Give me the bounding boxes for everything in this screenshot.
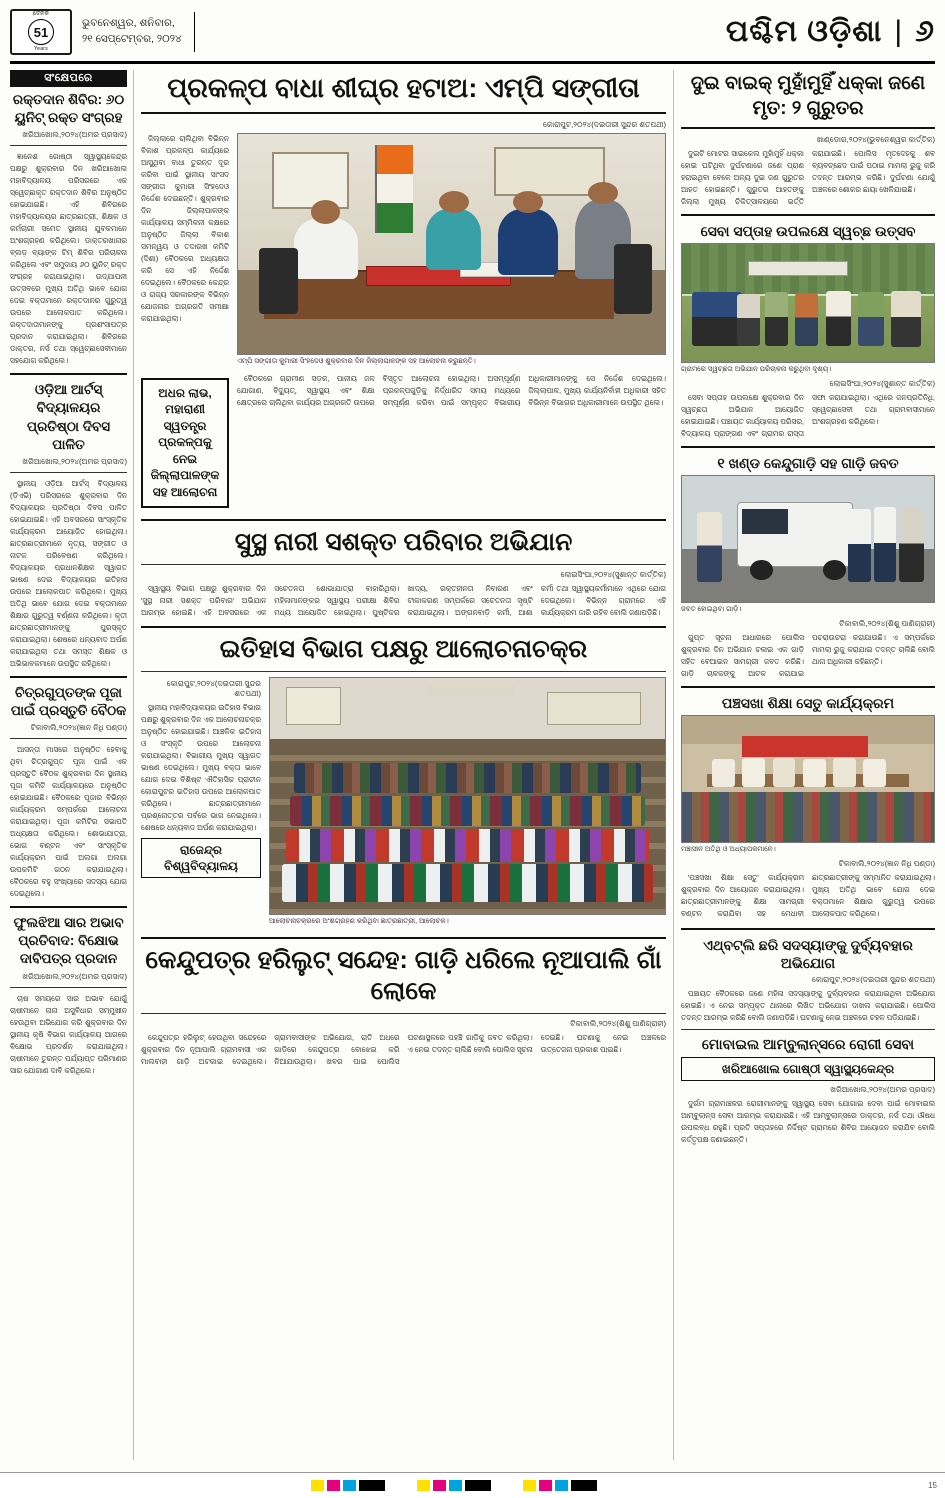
- history-seminar-photo-caption: ଆଲୋଚନାଚକ୍ରରେ ଅଂଶଗ୍ରହଣ କରିଥିବା ଛାତ୍ରଛାତ୍ରୀ, ଆଲୋଚକ।: [269, 917, 449, 925]
- section-title: [726, 15, 935, 49]
- lead-boxed-subhead: ଅଧର ଲାଭ, ମହାରାଣୀ ସ୍ୱତନ୍ତ୍ର ପ୍ରକଳ୍ପକୁ ନେଇ ଜିଲ୍ଲାପାଳଙ୍କ ସହ ଆଲୋଚନା: [141, 378, 229, 508]
- color-bar: [449, 1480, 462, 1491]
- lead-photo-office-meeting: [237, 133, 666, 355]
- seva-week-photo-field: [681, 243, 935, 363]
- left-story1-headline: ରକ୍ତଦାନ ଶିବିର: ୬୦ ୟୁନିଟ୍ ରକ୍ତ ସଂଗ୍ରହ: [12, 92, 125, 126]
- color-bar: [343, 1480, 356, 1491]
- color-bar: [417, 1480, 430, 1491]
- left-story2-dateline: ଖରିଆଖୋଲ,୨୦୨୪(ଅମର ପ୍ରସାଦ): [22, 457, 127, 467]
- footer-registration-bars: [0, 1472, 945, 1498]
- color-bar: [433, 1480, 446, 1491]
- history-seminar-headline: ଇତିହାସ ବିଭାଗ ପକ୍ଷରୁ ଆଲୋଚନାଚକ୍ର: [219, 634, 588, 663]
- masthead-place: ଭୁବନେଶ୍ୱର, ଶନିବାର,: [82, 16, 175, 29]
- mobile-ambulance-text: ଦୁର୍ଗମ ଗ୍ରାମାଞ୍ଚଳର ରୋଗୀମାନଙ୍କୁ ସ୍ୱାସ୍ଥ୍ୟ ସେବା ଯୋଗାଇ ଦେବା ପାଇଁ ମୋବାଇଲ ଆମ୍ବୁଲାନ୍ସ ସେବା ଆରମ୍ଭ କରାଯାଇଛି। ଏହି ଆମ୍ବୁଲାନ୍ସରେ ଡାକ୍ତର, ନର୍ସ ତଥା ଔଷଧ ଉପଲବ୍ଧ ରହୁଛି। ପ୍ରତି ସପ୍ତାହରେ ନିର୍ଦ୍ଦିଷ୍ଟ ଗ୍ରାମରେ ଶିବିର ଆୟୋଜନ କରାଯିବ ବୋଲି କର୍ତ୍ତୃପକ୍ଷ ଜଣାଇଛନ୍ତି।: [681, 1099, 935, 1145]
- section-title-text: ପଶ୍ଚିମ ଓଡ଼ିଶା: [725, 14, 883, 48]
- masthead: [10, 6, 935, 64]
- mobile-ambulance-subbox: ଖରିଆଖୋଲ ଗୋଷ୍ଠୀ ସ୍ୱାସ୍ଥ୍ୟକେନ୍ଦ୍ର: [681, 1057, 935, 1081]
- color-bar: [465, 1480, 491, 1491]
- vehicle-seizure-text: ଗୁପ୍ତ ସୂଚନା ଆଧାରରେ ପୋଲିସ ଶୁକ୍ରବାର ଦିନ ଅଭିଯାନ ଚଳାଇ ଏକ ଗାଡ଼ି ସହିତ ବେଆଇନ ସାମଗ୍ରୀ ଜବତ କରିଛି। ଗାଡ଼ି ଚାଳକଙ୍କୁ ଆଟକ କରାଯାଇ ପଚରାଉଚରା କରାଯାଉଛି। ଏ ସମ୍ପର୍କରେ ମାମଲା ରୁଜୁ କରାଯାଇ ତଦନ୍ତ ଚାଲିଛି ବୋଲି ଥାନା ଅଧିକାରୀ କହିଛନ୍ତି।: [681, 633, 935, 679]
- left-column: [10, 70, 134, 1460]
- accident-headline: ଦୁଇ ବାଇକ୍ ମୁହାଁମୁହିଁ ଧକ୍କା ଜଣେ ମୃତ: ୨ ଗୁରୁତର: [690, 73, 926, 119]
- brief-section-label: ସଂକ୍ଷେପରେ: [10, 70, 127, 87]
- masthead-date: ୨୧ ସେପ୍ଟେମ୍ବର, ୨୦୨୪: [82, 32, 182, 45]
- lead-dateline: କୋରାପୁଟ,୨୦୨୪(ଦଇତାରୀ ସୁନ୍ଦର ଶତପଥୀ): [543, 119, 666, 129]
- color-calibration-bars: [8, 1480, 928, 1491]
- left-story4-text: ଚାଷ ସମୟରେ ସାର ଅଭାବ ଯୋଗୁଁ ଚାଷୀମାନେ ନାନା ଅସୁବିଧାର ସମ୍ମୁଖୀନ ହେଉଥିବା ଅଭିଯୋଗ କରି ଶୁକ୍ରବାର ଦିନ ସ୍ଥାନୀୟ କୃଷି ବିଭାଗ କାର୍ଯ୍ୟାଳୟ ଆଗରେ ବିକ୍ଷୋଭ ପ୍ରଦର୍ଶନ କରାଯାଇଥିଲା। ଚାଷୀମାନେ ତୁରନ୍ତ ପର୍ଯ୍ୟାପ୍ତ ପରିମାଣର ସାର ଯୋଗାଣ ଦାବି କରିଥିଲେ।: [10, 993, 127, 1075]
- women-campaign-headline: ସୁସ୍ଥ ନାରୀ ସଶକ୍ତ ପରିବାର ଅଭିଯାନ: [234, 527, 573, 556]
- vehicle-seizure-dateline: ଟିକାବାଲି,୨୦୨୪(ଶିଶୁ ପାଣିଗ୍ରାହୀ): [839, 619, 935, 629]
- seva-week-dateline: ଲୋଇସିଂଘା,୨୦୨୪(ସୁଶାନ୍ତ କାର୍ତ୍ତିକ): [829, 379, 935, 389]
- left-story1-dateline: ଖରିଆଖୋଲ,୨୦୨୪(ଅମର ପ୍ରସାଦ): [22, 130, 127, 140]
- publication-logo: [10, 9, 72, 55]
- lead-text-right: ବୈଠକରେ ଗ୍ରାମୀଣ ସଡ଼କ, ପାନୀୟ ଜଳ ଯୋଗାଣ, ବିଦ୍ୟୁତ୍, ସ୍ୱାସ୍ଥ୍ୟ ଏବଂ ଶିକ୍ଷା କ୍ଷେତ୍ରରେ ଚାଲିଥିବା କାର୍ଯ୍ୟର ଅଗ୍ରଗତି ଉପରେ ବିସ୍ତୃତ ଆଲୋଚନା ହୋଇଥିଲା। ଅସମ୍ପୂର୍ଣ୍ଣ ପ୍ରକଳ୍ପଗୁଡ଼ିକୁ ନିର୍ଦ୍ଧାରିତ ସମୟ ମଧ୍ୟରେ ସମ୍ପୂର୍ଣ୍ଣ କରିବା ପାଇଁ ସମ୍ପୃକ୍ତ ବିଭାଗୀୟ ଅଧିକାରୀମାନଙ୍କୁ ସେ ନିର୍ଦ୍ଦେଶ ଦେଇଥିଲେ। ଜିଲ୍ଲାପାଳ, ମୁଖ୍ୟ କାର୍ଯ୍ୟନିର୍ବାହୀ ଅଧିକାରୀ ସହିତ ବିଭିନ୍ନ ବିଭାଗର ଅଧିକାରୀମାନେ ଉପସ୍ଥିତ ଥିଲେ।: [237, 373, 666, 407]
- seva-week-headline: ସେବା ସପ୍ତାହ ଉପଲକ୍ଷେ ସ୍ୱଚ୍ଛ ଉତ୍ସବ: [700, 223, 916, 240]
- color-bar: [539, 1480, 552, 1491]
- logo-top-text: ଦୈନିକ: [32, 11, 50, 17]
- title-divider: |: [894, 14, 904, 48]
- mobile-ambulance-headline: ମୋବାଇଲ ଆମ୍ବୁଲାନ୍ସରେ ରୋଗୀ ସେବା: [701, 1035, 915, 1052]
- vehicle-seizure-photo: [681, 475, 935, 603]
- history-seminar-subbox: ରାଜେନ୍ଦ୍ର ବିଶ୍ୱବିଦ୍ୟାଳୟ: [141, 838, 261, 878]
- lead-headline: ପ୍ରକଳ୍ପ ବାଧା ଶୀଘ୍ର ହଟାଅ: ଏମ୍‌ପି ସଙ୍ଗୀତା: [167, 73, 640, 103]
- left-story2-text: ସ୍ଥାନୀୟ ଓଡ଼ିଆ ଆର୍ଟସ୍ ବିଦ୍ୟାଳୟ (ଡ଼ିଏଭି) ପରିସରରେ ଶୁକ୍ରବାର ଦିନ ବିଦ୍ୟାଳୟର ପ୍ରତିଷ୍ଠା ଦିବସ ପାଳିତ ହୋଇଯାଇଛି। ଏହି ଅବସରରେ ସାଂସ୍କୃତିକ କାର୍ଯ୍ୟକ୍ରମ ଆୟୋଜିତ ହୋଇଥିଲା। ଛାତ୍ରଛାତ୍ରୀମାନେ ନୃତ୍ୟ, ସଙ୍ଗୀତ ଓ ନାଟକ ପରିବେଷଣ କରିଥିଲେ। ବିଦ୍ୟାଳୟର ପ୍ରଧାନଶିକ୍ଷକ ସ୍ୱାଗତ ଭାଷଣ ଦେଇ ବିଦ୍ୟାଳୟର ଇତିହାସ ଉପରେ ଆଲୋକପାତ କରିଥିଲେ। ମୁଖ୍ୟ ଅତିଥି ଭାବେ ଯୋଗ ଦେଇ ବକ୍ତାମାନେ ଶିକ୍ଷାର ଗୁରୁତ୍ୱ ବର୍ଣ୍ଣନା କରିଥିଲେ। କୃତୀ ଛାତ୍ରଛାତ୍ରୀମାନଙ୍କୁ ପୁରସ୍କୃତ କରାଯାଇଥିଲା। ଶେଷରେ ଧନ୍ୟବାଦ ଅର୍ପଣ କରାଯାଇଥିଲା ତଥା ସମସ୍ତ ଶିକ୍ଷକ ଓ ଅଭିଭାବକମାନେ ଉପସ୍ଥିତ ରହିଥିଲେ।: [10, 479, 127, 668]
- page-number-top: ୬: [915, 14, 935, 48]
- center-column: [134, 70, 673, 1460]
- color-bar: [327, 1480, 340, 1491]
- women-campaign-text: ସ୍ୱାସ୍ଥ୍ୟ ବିଭାଗ ପକ୍ଷରୁ ଶୁକ୍ରବାର ଦିନ 'ସୁସ୍ଥ ନାରୀ ସଶକ୍ତ ପରିବାର' ଅଭିଯାନ ଆରମ୍ଭ ହୋଇଛି। ଏହି ଅବସରରେ ଏକ ସଚେତନତା ଶୋଭାଯାତ୍ରା ବାହାରିଥିଲା। ମହିଳାମାନଙ୍କର ସ୍ୱାସ୍ଥ୍ୟ ପରୀକ୍ଷା ଶିବିର ମଧ୍ୟ ଆୟୋଜିତ ହୋଇଥିଲା। ପୁଷ୍ଟିକର ଖାଦ୍ୟ, ରକ୍ତହୀନତା ନିବାରଣ ଏବଂ ଟୀକାକରଣ ସମ୍ପର୍କରେ ସଚେତନତା ସୃଷ୍ଟି କରାଯାଇଥିଲା। ଅଙ୍ଗନବାଡ଼ି କର୍ମୀ, ଆଶା କର୍ମୀ ତଥା ସ୍ୱାସ୍ଥ୍ୟକର୍ମୀମାନେ ଏଥିରେ ଯୋଗ ଦେଇଥିଲେ। ବିଭିନ୍ନ ଗ୍ରାମରେ ଏହି କାର୍ଯ୍ୟକ୍ରମ ଜାରି ରହିବ ବୋଲି ଜଣାପଡ଼ିଛି।: [141, 583, 666, 617]
- left-story3-headline: ଚିତ୍ରଗୁପ୍ତଙ୍କ ପୂଜା ପାଇଁ ପ୍ରସ୍ତୁତି ବୈଠକ: [10, 684, 127, 718]
- color-bar: [359, 1480, 385, 1491]
- abuse-complaint-text: ପଞ୍ଚାୟତ ବୈଠକରେ ଜଣେ ମହିଳା ସଦସ୍ୟାଙ୍କୁ ଦୁର୍ବ୍ୟବହାର କରାଯାଇଥିବା ଅଭିଯୋଗ ହୋଇଛି। ଏ ନେଇ ସମ୍ପୃକ୍ତ ଥାନାରେ ଲିଖିତ ଅଭିଯୋଗ ଦାଖଲ କରାଯାଇଛି। ପୋଲିସ ତଦନ୍ତ ଆରମ୍ଭ କରିଛି ବୋଲି ଜଣାପଡ଼ିଛି। ଘଟଣାକୁ ନେଇ ଅଞ୍ଚଳରେ ଚହଳ ପଡ଼ିଯାଇଛି।: [681, 988, 935, 1022]
- color-bar: [311, 1480, 324, 1491]
- vehicle-seizure-photo-caption: ଜବତ ହୋଇଥିବା ଗାଡ଼ି।: [681, 606, 742, 614]
- history-seminar-photo-hall: [269, 677, 666, 915]
- vehicle-seizure-headline: ୧ ଖଣ୍ଡ କେନ୍ଦୁଗାଡ଼ି ସହ ଗାଡ଼ି ଜବତ: [717, 455, 899, 472]
- seva-week-photo-caption: ଗ୍ରାମରେ ସ୍ୱଚ୍ଛତା ଅଭିଯାନ ପରିଚାଳନା କରୁଥିବା ଦୃଶ୍ୟ।: [681, 366, 832, 374]
- panchasakha-dateline: ଟିକାବାଲି,୨୦୨୪(ଜ୍ଞାନ ନିଧି ପଣ୍ଡା): [838, 859, 935, 869]
- women-campaign-dateline: ଲୋଇସିଂଘା,୨୦୨୪(ସୁଶାନ୍ତ କାର୍ତ୍ତିକ): [560, 569, 666, 579]
- lead-photo-caption: ଏମ୍‌ପି ସଙ୍ଗୀତା କୁମାରୀ ସିଂହଦେଓ ଶୁକ୍ରବାର ଦିନ ଜିଲ୍ଲାପାଳଙ୍କ ସହ ଆଲୋଚନା କରୁଛନ୍ତି।: [237, 357, 476, 365]
- logo-bottom-text: Years: [33, 46, 49, 52]
- abuse-complaint-headline: ଏଥ୍‌ବଟ୍‌ଲି ଛରି ସଦସ୍ୟାଙ୍କୁ ଦୁର୍ବ୍ୟବହାର ଅଭିଯୋଗ: [703, 936, 913, 971]
- color-bar: [571, 1480, 597, 1491]
- color-bar: [523, 1480, 536, 1491]
- panchasakha-text: 'ପଞ୍ଚସଖା ଶିକ୍ଷା ସେତୁ' କାର୍ଯ୍ୟକ୍ରମ ଶୁକ୍ରବାର ଦିନ ଆୟୋଜନ କରାଯାଇଥିଲା। ଛାତ୍ରଛାତ୍ରୀମାନଙ୍କୁ ଶିକ୍ଷା ସାମଗ୍ରୀ ବଣ୍ଟନ କରାଯିବା ସହ ମେଧାବୀ ଛାତ୍ରଛାତ୍ରୀଙ୍କୁ ସମ୍ମାନିତ କରାଯାଇଥିଲା। ମୁଖ୍ୟ ଅତିଥି ଭାବେ ଯୋଗ ଦେଇ ବକ୍ତାମାନେ ଶିକ୍ଷାର ଗୁରୁତ୍ୱ ଉପରେ ଆଲୋକପାତ କରିଥିଲେ।: [681, 873, 935, 919]
- footer-page-number: 15: [928, 1481, 937, 1490]
- accident-text: ଦୁଇଟି ମୋଟର ସାଇକେଲ ମୁହାଁମୁହିଁ ଧକ୍କା ହୋଇ ଘଟିଥିବା ଦୁର୍ଘଟଣାରେ ଜଣେ ପ୍ରାଣ ହରାଇଥିବା ବେଳେ ଅନ୍ୟ ଦୁଇ ଜଣ ଗୁରୁତର ଆହତ ହୋଇଛନ୍ତି। ଗୁରୁତର ଆହତଙ୍କୁ ଜିଲ୍ଲା ମୁଖ୍ୟ ଚିକିତ୍ସାଳୟରେ ଭର୍ତ୍ତି କରାଯାଇଛି। ପୋଲିସ ମୃତଦେହକୁ ଶବ ବ୍ୟବଚ୍ଛେଦ ପାଇଁ ପଠାଇ ମାମଲା ରୁଜୁ କରି ତଦନ୍ତ ଆରମ୍ଭ କରିଛି। ଦୁର୍ଘଟଣା ଯୋଗୁଁ ଅଞ୍ଚଳରେ ଶୋକର ଛାୟା ଖେଳିଯାଇଛି।: [681, 149, 935, 207]
- left-story1-text: ଜ୍ଞାନେଶ ଗୋଷ୍ଠୀ ସ୍ୱାସ୍ଥ୍ୟକେନ୍ଦ୍ର ପକ୍ଷରୁ ଶୁକ୍ରବାର ଦିନ ଖରିଆଖୋଲ ମହାବିଦ୍ୟାଳୟ ପରିସରରେ ଏକ ସ୍ୱେଚ୍ଛାକୃତ ରକ୍ତଦାନ ଶିବିର ଅନୁଷ୍ଠିତ ହୋଇଯାଇଛି। ଏହି ଶିବିରରେ ମହାବିଦ୍ୟାଳୟର ଛାତ୍ରଛାତ୍ରୀ, ଶିକ୍ଷକ ଓ କର୍ମଚାରୀ ସମେତ ସ୍ଥାନୀୟ ଯୁବକମାନେ ଅଂଶଗ୍ରହଣ କରିଥିଲେ। ଡାକ୍ତରଖାନାର ବ୍ଲଡ଼ ବ୍ୟାଙ୍କ ଟିମ୍ ଶିବିର ପରିଚାଳନା କରିଥିଲେ ଏବଂ ସମୁଦାୟ ୬୦ ୟୁନିଟ୍ ରକ୍ତ ସଂଗ୍ରହ କରାଯାଇଥିଲା। ଉଦ୍ଯାପନୀ ଉତ୍ସବରେ ମୁଖ୍ୟ ଅତିଥି ଭାବେ ଯୋଗ ଦେଇ ବକ୍ତାମାନେ ରକ୍ତଦାନର ଗୁରୁତ୍ୱ ଉପରେ ଆଲୋକପାତ କରିଥିଲେ। ରକ୍ତଦାତାମାନଙ୍କୁ ପ୍ରଶଂସାପତ୍ର ପ୍ରଦାନ କରାଯାଇଥିଲା। ଶିବିରରେ ଡାକ୍ତର, ନର୍ସ ତଥା ସ୍ୱେଚ୍ଛାସେବୀମାନେ ସହଯୋଗ କରିଥିଲେ।: [10, 152, 127, 366]
- logo-anniversary-number: 51: [28, 19, 54, 45]
- seva-week-text: ସେବା ସପ୍ତାହ ଉପଲକ୍ଷେ ଶୁକ୍ରବାର ଦିନ ସ୍ୱଚ୍ଛତା ଅଭିଯାନ ଆୟୋଜିତ ହୋଇଯାଇଛି। ପଞ୍ଚାୟତ କାର୍ଯ୍ୟାଳୟ ପରିସର, ବିଦ୍ୟାଳୟ ପ୍ରାଙ୍ଗଣ ଏବଂ ଗ୍ରାମର ରାସ୍ତା ସଫା କରାଯାଇଥିଲା। ଏଥିରେ ଜନପ୍ରତିନିଧି, ସ୍ୱେଚ୍ଛାସେବୀ ତଥା ଗ୍ରାମବାସୀମାନେ ଅଂଶଗ୍ରହଣ କରିଥିଲେ।: [681, 393, 935, 439]
- left-story3-dateline: ଟିକାବାଲି,୨୦୨୪(ଜ୍ଞାନ ନିଧି ପଣ୍ଡା): [30, 723, 127, 733]
- panchasakha-photo-caption: ମଞ୍ଚାସୀନ ଅତିଥି ଓ ଅଧ୍ୟାପକମାନେ।: [681, 846, 776, 854]
- kendu-text: କେନ୍ଦୁପତ୍ର ହରିଲୁଟ୍ ହେଉଥିବା ସନ୍ଦେହରେ ଶୁକ୍ରବାର ଦିନ ନୂଆପାଲି ଗ୍ରାମବାସୀ ଏକ ମାଲବାହୀ ଗାଡ଼ି ଅଟକାଇ ଦେଇଥିଲେ। ଗ୍ରାମବାସୀଙ୍କ ଅଭିଯୋଗ, ରାତି ଅଧରେ ଗାଡ଼ିରେ କେନ୍ଦୁପତ୍ର ବୋଝେଇ କରି ନିଆଯାଉଥିଲା। ଖବର ପାଇ ପୋଲିସ ଘଟଣାସ୍ଥଳରେ ପହଞ୍ଚି ଗାଡ଼ିକୁ ଜବତ କରିଥିଲା। ଏ ନେଇ ତଦନ୍ତ ଚାଲିଛି ବୋଲି ପୋଲିସ ସୂଚନା ଦେଇଛି। ଘଟଣାକୁ ନେଇ ଅଞ୍ଚଳରେ ଉତ୍ତେଜନା ପ୍ରକାଶ ପାଇଛି।: [141, 1033, 666, 1067]
- left-story4-headline: ଫୁଲଝିଆ ସାର ଅଭାବ ପ୍ରତିବାଦ: ବିକ୍ଷୋଭ ଦାବିପତ୍ର ପ୍ରଦାନ: [13, 915, 124, 967]
- kendu-headline: କେନ୍ଦୁପତ୍ର ହରିଲୁଟ୍ ସନ୍ଦେହ: ଗାଡ଼ି ଧରିଲେ ନୂଆପାଲି ଗାଁ ଲୋକେ: [145, 945, 662, 1005]
- color-bar: [555, 1480, 568, 1491]
- lead-text-left: ଜିଲ୍ଲାରେ ଚାଲିଥିବା ବିଭିନ୍ନ ବିକାଶ ପ୍ରକଳ୍ପ କାର୍ଯ୍ୟରେ ଆସୁଥିବା ବାଧା ତୁରନ୍ତ ଦୂର କରିବା ପାଇଁ ସ୍ଥାନୀୟ ସାଂସଦ ସଙ୍ଗୀତା କୁମାରୀ ସିଂହଦେଓ ନିର୍ଦ୍ଦେଶ ଦେଇଛନ୍ତି। ଶୁକ୍ରବାର ଦିନ ଜିଲ୍ଲାପାଳଙ୍କ କାର୍ଯ୍ୟାଳୟ ସମ୍ମିଳନୀ କକ୍ଷରେ ଅନୁଷ୍ଠିତ ଜିଲ୍ଲା ବିକାଶ ସମନ୍ୱୟ ଓ ତଦାରଖ କମିଟି (ଦିଶା) ବୈଠକରେ ଅଧ୍ୟକ୍ଷତା କରି ସେ ଏହି ନିର୍ଦ୍ଦେଶ ଦେଇଥିଲେ। ବୈଠକରେ କେନ୍ଦ୍ର ଓ ରାଜ୍ୟ ସରକାରଙ୍କ ବିଭିନ୍ନ ଯୋଜନାର ଅଗ୍ରଗତି ସମୀକ୍ଷା କରାଯାଇଥିଲା।: [141, 133, 229, 323]
- masthead-placedate: [82, 12, 195, 52]
- right-column: [673, 70, 935, 1460]
- mobile-ambulance-dateline: ଖରିଆଖୋଲ,୨୦୨୪(ଅମର ପ୍ରସାଦ): [830, 1085, 935, 1095]
- history-seminar-text: ସ୍ଥାନୀୟ ମହାବିଦ୍ୟାଳୟର ଇତିହାସ ବିଭାଗ ପକ୍ଷରୁ ଶୁକ୍ରବାର ଦିନ ଏକ ଆଲୋଚନାଚକ୍ର ଅନୁଷ୍ଠିତ ହୋଇଯାଇଛି। ଆଞ୍ଚଳିକ ଇତିହାସ ଓ ସଂସ୍କୃତି ଉପରେ ଆଲୋଚନା କରାଯାଇଥିଲା। ବିଭାଗୀୟ ମୁଖ୍ୟ ସ୍ୱାଗତ ଭାଷଣ ଦେଇଥିଲେ। ମୁଖ୍ୟ ବକ୍ତା ଭାବେ ଯୋଗ ଦେଇ ବିଶିଷ୍ଟ ଐତିହାସିକ ପ୍ରାଚୀନ କୋରାପୁଟର ଇତିହାସ ଉପରେ ଆଲୋକପାତ କରିଥିଲେ। ଛାତ୍ରଛାତ୍ରୀମାନେ ପ୍ରଶ୍ନୋତ୍ତର ପର୍ବରେ ଭାଗ ନେଇଥିଲେ। ଶେଷରେ ଧନ୍ୟବାଦ ଅର୍ପଣ କରାଯାଇଥିଲା।: [141, 702, 261, 832]
- accident-dateline: ଖାଣ୍ଡୋର,୨୦୨୪(ଭୁବନେଶ୍ୱର କାର୍ତ୍ତିକ): [816, 135, 935, 145]
- left-story3-text: ଆସନ୍ତା ମାସରେ ଅନୁଷ୍ଠିତ ହେବାକୁ ଥିବା ଚିତ୍ରଗୁପ୍ତ ପୂଜା ପାଇଁ ଏକ ପ୍ରସ୍ତୁତି ବୈଠକ ଶୁକ୍ରବାର ଦିନ ସ୍ଥାନୀୟ ପୂଜା କମିଟି କାର୍ଯ୍ୟାଳୟରେ ଅନୁଷ୍ଠିତ ହୋଇଯାଇଛି। ବୈଠକରେ ପୂଜାର ବିଭିନ୍ନ କାର୍ଯ୍ୟକ୍ରମ ସମ୍ପର୍କରେ ଆଲୋଚନା କରାଯାଇଥିଲା। ପୂଜା କମିଟିର ସଭାପତି ଅଧ୍ୟକ୍ଷତା କରିଥିଲେ। ଶୋଭାଯାତ୍ରା, ଭୋଗ ବଣ୍ଟନ ଏବଂ ସାଂସ୍କୃତିକ କାର୍ଯ୍ୟକ୍ରମ ପାଇଁ ଅଲଗା ଅଲଗା ଉପକମିଟି ଗଠନ କରାଯାଇଥିଲା। ବୈଠକରେ ବହୁ ସଂଖ୍ୟାରେ ସଦସ୍ୟ ଯୋଗ ଦେଇଥିଲେ।: [10, 745, 127, 899]
- panchasakha-headline: ପଞ୍ଚସଖା ଶିକ୍ଷା ସେତୁ କାର୍ଯ୍ୟକ୍ରମ: [721, 695, 895, 712]
- abuse-complaint-dateline: କୋରାପୁଟ,୨୦୨୪(ଦଇତାରୀ ସୁନ୍ଦର ଶତପଥୀ): [812, 974, 935, 984]
- kendu-dateline: ଟିକାବାଲି,୨୦୨୪(ଶିଶୁ ପାଣିଗ୍ରାହୀ): [570, 1019, 666, 1029]
- left-story4-dateline: ଖରିଆଖୋଲ,୨୦୨୪(ଅମର ପ୍ରସାଦ): [22, 971, 127, 981]
- history-seminar-dateline: କୋରାପୁଟ,୨୦୨୪(ଦଇତାରୀ ସୁନ୍ଦର ଶତପଥୀ): [166, 678, 261, 698]
- panchasakha-photo-stage: [681, 715, 935, 843]
- left-story2-headline: ଓଡ଼ିଆ ଆର୍ଟସ୍ ବିଦ୍ୟାଳୟର ପ୍ରତିଷ୍ଠା ଦିବସ ପାଳିତ: [26, 382, 111, 452]
